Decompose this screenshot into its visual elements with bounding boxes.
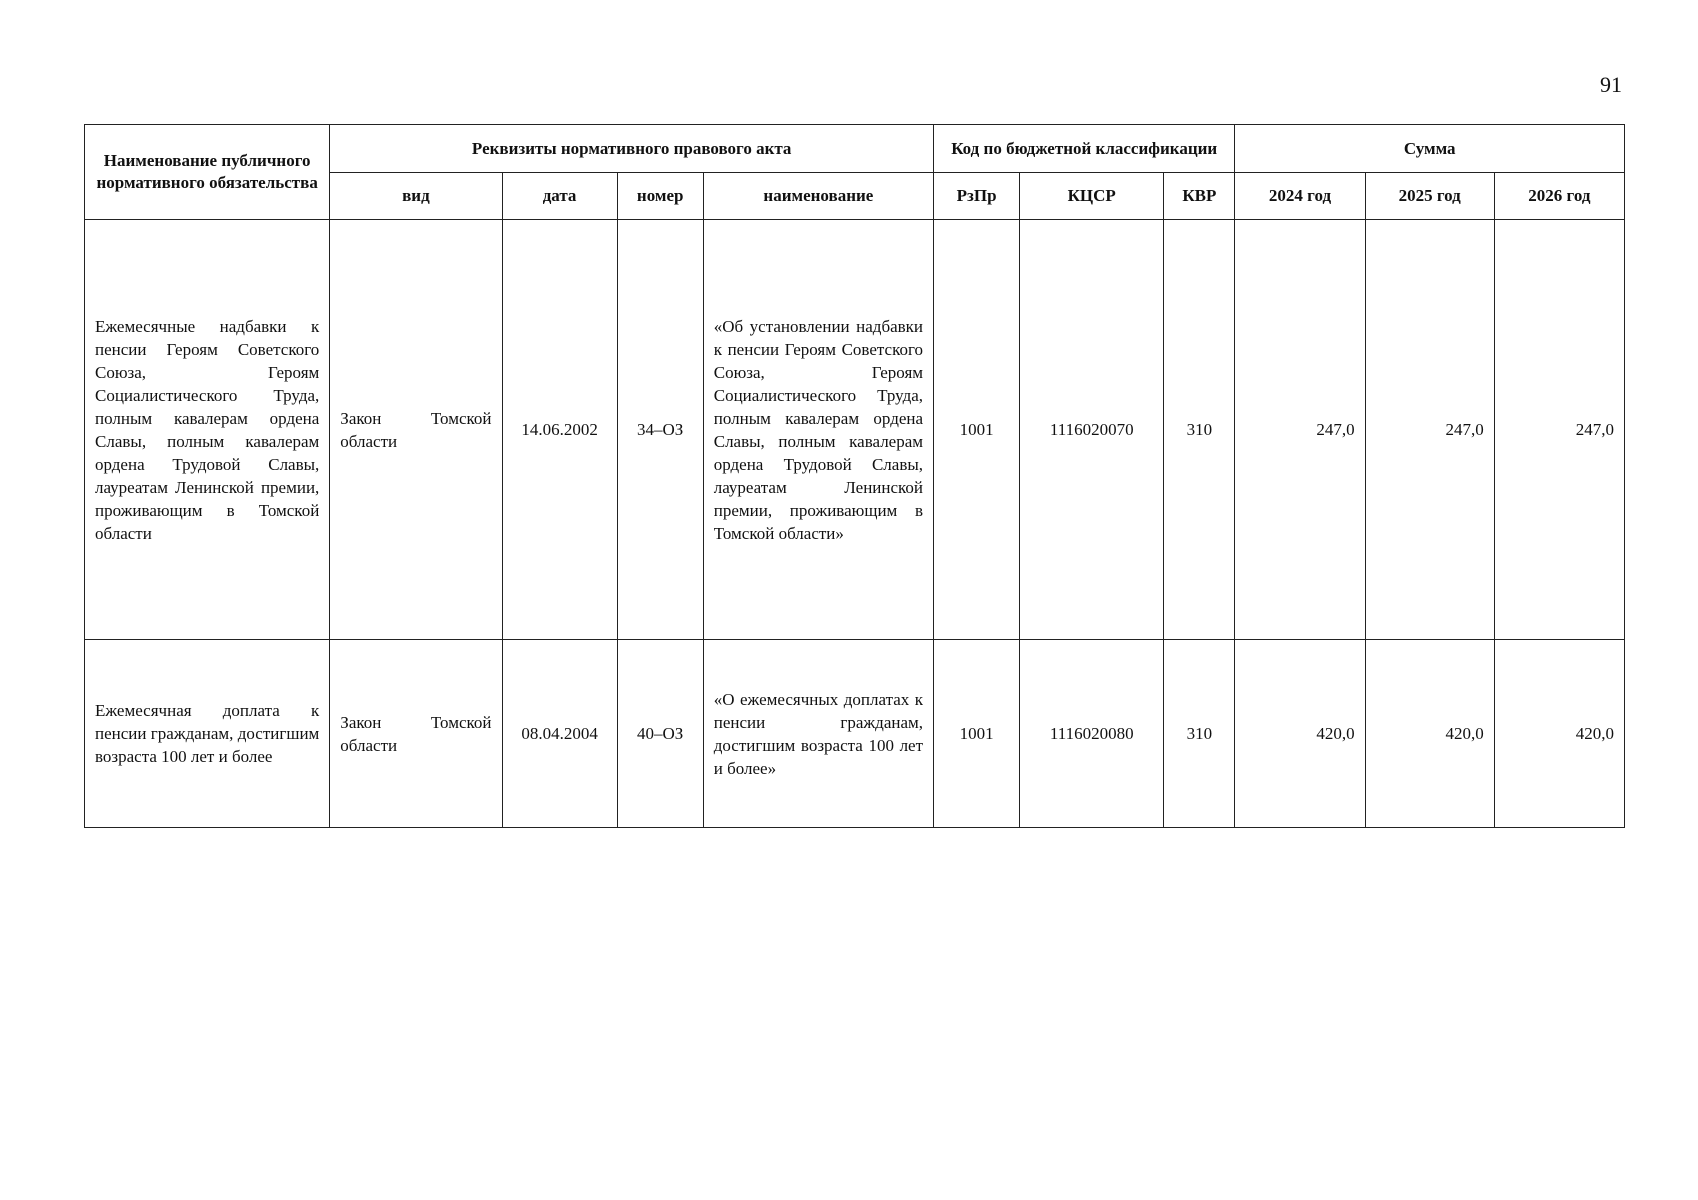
cell-date: 08.04.2004 <box>502 640 617 828</box>
table-row <box>85 640 1625 828</box>
cell-sum-2025: 247,0 <box>1365 220 1494 640</box>
cell-rzpr: 1001 <box>934 220 1020 640</box>
cell-number: 40–ОЗ <box>617 640 703 828</box>
header-data: дата <box>502 173 617 220</box>
cell-kcsr: 1116020070 <box>1020 220 1164 640</box>
cell-sum-2026: 247,0 <box>1494 220 1624 640</box>
header-2024: 2024 год <box>1235 173 1365 220</box>
cell-number: 34–ОЗ <box>617 220 703 640</box>
obligations-table <box>84 124 1625 828</box>
header-kvr: КВР <box>1164 173 1235 220</box>
cell-vid: Закон Томской области <box>330 220 502 640</box>
header-2026: 2026 год <box>1494 173 1624 220</box>
header-rzpr: РзПр <box>934 173 1020 220</box>
header-kcsr: КЦСР <box>1020 173 1164 220</box>
header-code-group: Код по бюджетной классификации <box>934 125 1235 173</box>
header-row-1 <box>85 125 1625 173</box>
cell-name: Ежемесячные надбавки к пенсии Героям Советского Союза, Героям Социалистического Труда, полным кавалерам ордена Славы, полным кавалерам ордена Трудовой Славы, лауреатам Ленинской премии, проживающим в Томской области <box>85 220 330 640</box>
cell-act-name: «Об установлении надбавки к пенсии Героям Советского Союза, Героям Социалистического Труда, полным кавалерам ордена Славы, полным кавалерам ордена Трудовой Славы, лауреатам Ленинской премии, проживающим в Томской области» <box>703 220 933 640</box>
cell-kcsr: 1116020080 <box>1020 640 1164 828</box>
table-row <box>85 220 1625 640</box>
cell-sum-2024: 247,0 <box>1235 220 1365 640</box>
cell-vid: Закон Томской области <box>330 640 502 828</box>
cell-sum-2025: 420,0 <box>1365 640 1494 828</box>
cell-date: 14.06.2002 <box>502 220 617 640</box>
cell-name: Ежемесячная доплата к пенсии гражданам, достигшим возраста 100 лет и более <box>85 640 330 828</box>
header-name: Наименование публичного нормативного обязательства <box>85 125 330 220</box>
cell-sum-2024: 420,0 <box>1235 640 1365 828</box>
cell-kvr: 310 <box>1164 220 1235 640</box>
cell-rzpr: 1001 <box>934 640 1020 828</box>
cell-kvr: 310 <box>1164 640 1235 828</box>
header-vid: вид <box>330 173 502 220</box>
cell-sum-2026: 420,0 <box>1494 640 1624 828</box>
page-number: 91 <box>1600 72 1622 97</box>
header-act-group: Реквизиты нормативного правового акта <box>330 125 934 173</box>
header-naimenovanie: наименование <box>703 173 933 220</box>
header-nomer: номер <box>617 173 703 220</box>
header-sum-group: Сумма <box>1235 125 1625 173</box>
header-2025: 2025 год <box>1365 173 1494 220</box>
cell-act-name: «О ежемесячных доплатах к пенсии гражданам, достигшим возраста 100 лет и более» <box>703 640 933 828</box>
